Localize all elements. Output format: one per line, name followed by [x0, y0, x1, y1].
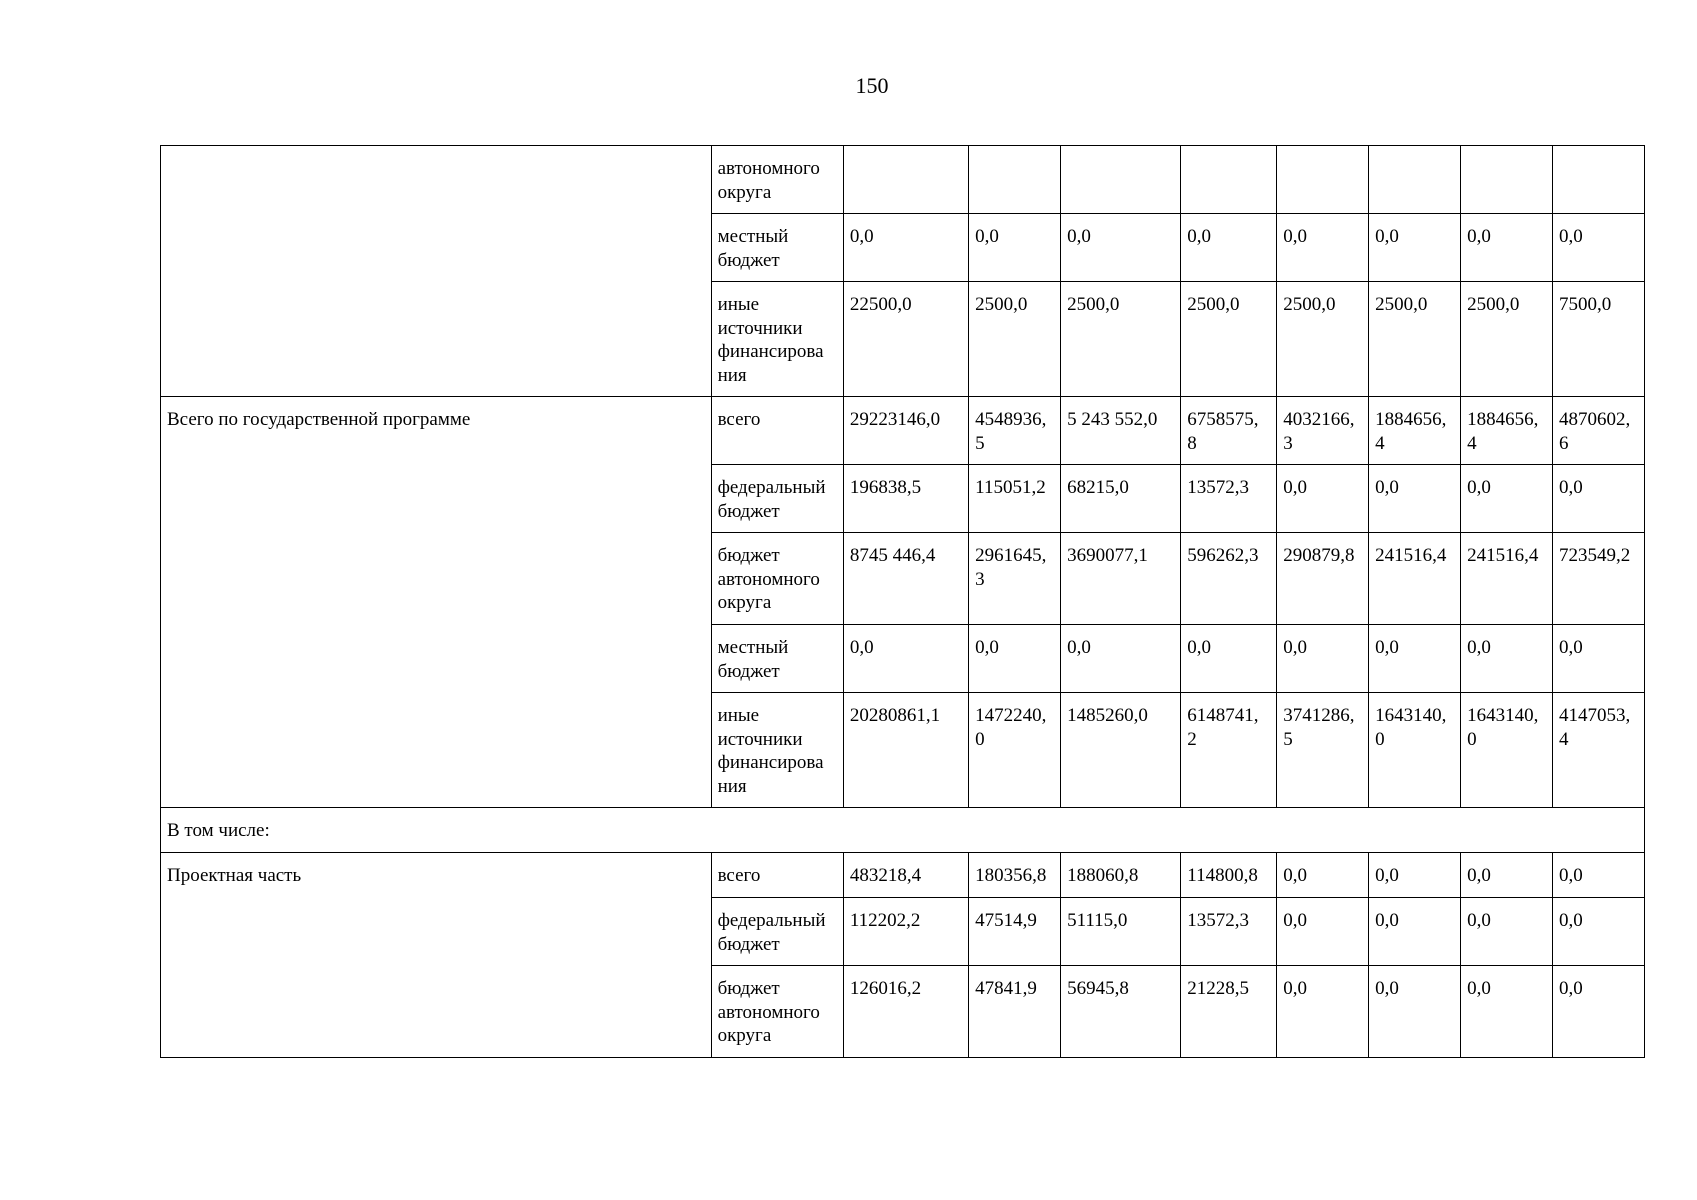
amount-cell: 1485260,0	[1061, 693, 1181, 808]
amount-cell: 6148741, 2	[1181, 693, 1277, 808]
program-name-cell	[161, 146, 712, 397]
amount-cell: 2500,0	[969, 282, 1061, 397]
amount-cell: 0,0	[1461, 898, 1553, 966]
amount-cell: 723549,2	[1553, 533, 1645, 625]
amount-cell: 1643140, 0	[1369, 693, 1461, 808]
amount-cell: 0,0	[1277, 214, 1369, 282]
funding-source-cell: местный бюджет	[711, 214, 843, 282]
program-name-cell: Всего по государственной программе	[161, 397, 712, 808]
amount-cell: 114800,8	[1181, 853, 1277, 898]
amount-cell: 0,0	[1461, 625, 1553, 693]
amount-cell: 115051,2	[969, 465, 1061, 533]
amount-cell: 0,0	[1277, 853, 1369, 898]
amount-cell	[1369, 146, 1461, 214]
amount-cell: 6758575, 8	[1181, 397, 1277, 465]
amount-cell: 188060,8	[1061, 853, 1181, 898]
table-row	[161, 853, 1645, 898]
amount-cell: 7500,0	[1553, 282, 1645, 397]
amount-cell	[1061, 146, 1181, 214]
funding-source-cell: федеральный бюджет	[711, 898, 843, 966]
funding-source-cell: иные источники финансирова ния	[711, 282, 843, 397]
amount-cell: 1472240, 0	[969, 693, 1061, 808]
program-name-cell: Проектная часть	[161, 853, 712, 1058]
amount-cell: 0,0	[1553, 853, 1645, 898]
amount-cell: 483218,4	[843, 853, 968, 898]
amount-cell: 0,0	[1061, 625, 1181, 693]
amount-cell: 180356,8	[969, 853, 1061, 898]
amount-cell: 4870602, 6	[1553, 397, 1645, 465]
funding-source-cell: бюджет автономного округа	[711, 966, 843, 1058]
amount-cell: 126016,2	[843, 966, 968, 1058]
amount-cell: 1884656, 4	[1461, 397, 1553, 465]
amount-cell: 241516,4	[1369, 533, 1461, 625]
amount-cell: 0,0	[1181, 214, 1277, 282]
amount-cell: 0,0	[1461, 966, 1553, 1058]
amount-cell: 0,0	[1369, 625, 1461, 693]
amount-cell: 2500,0	[1061, 282, 1181, 397]
amount-cell	[1553, 146, 1645, 214]
amount-cell: 5 243 552,0	[1061, 397, 1181, 465]
amount-cell: 0,0	[1181, 625, 1277, 693]
amount-cell: 0,0	[1277, 898, 1369, 966]
amount-cell: 596262,3	[1181, 533, 1277, 625]
amount-cell	[843, 146, 968, 214]
table-row	[161, 146, 1645, 214]
amount-cell: 0,0	[1369, 966, 1461, 1058]
amount-cell: 0,0	[1553, 465, 1645, 533]
amount-cell: 4548936, 5	[969, 397, 1061, 465]
funding-source-cell: всего	[711, 853, 843, 898]
amount-cell: 196838,5	[843, 465, 968, 533]
amount-cell: 51115,0	[1061, 898, 1181, 966]
amount-cell: 2500,0	[1369, 282, 1461, 397]
amount-cell: 4032166, 3	[1277, 397, 1369, 465]
amount-cell: 56945,8	[1061, 966, 1181, 1058]
amount-cell: 0,0	[1277, 625, 1369, 693]
amount-cell	[1277, 146, 1369, 214]
amount-cell: 0,0	[1553, 214, 1645, 282]
amount-cell: 0,0	[843, 625, 968, 693]
amount-cell: 4147053, 4	[1553, 693, 1645, 808]
amount-cell: 0,0	[1553, 966, 1645, 1058]
budget-table	[160, 145, 1645, 1058]
amount-cell: 2500,0	[1461, 282, 1553, 397]
funding-source-cell: местный бюджет	[711, 625, 843, 693]
amount-cell: 0,0	[1369, 853, 1461, 898]
amount-cell: 22500,0	[843, 282, 968, 397]
funding-source-cell: автономного округа	[711, 146, 843, 214]
page-number: 150	[855, 73, 889, 98]
amount-cell: 0,0	[843, 214, 968, 282]
amount-cell: 2961645, 3	[969, 533, 1061, 625]
funding-source-cell: иные источники финансирова ния	[711, 693, 843, 808]
amount-cell: 0,0	[1553, 898, 1645, 966]
amount-cell: 47841,9	[969, 966, 1061, 1058]
amount-cell: 0,0	[1369, 465, 1461, 533]
amount-cell: 290879,8	[1277, 533, 1369, 625]
amount-cell: 2500,0	[1181, 282, 1277, 397]
amount-cell: 3741286, 5	[1277, 693, 1369, 808]
amount-cell: 20280861,1	[843, 693, 968, 808]
amount-cell: 68215,0	[1061, 465, 1181, 533]
amount-cell: 1643140, 0	[1461, 693, 1553, 808]
amount-cell: 0,0	[1061, 214, 1181, 282]
amount-cell: 2500,0	[1277, 282, 1369, 397]
amount-cell: 21228,5	[1181, 966, 1277, 1058]
amount-cell: 8745 446,4	[843, 533, 968, 625]
funding-source-cell: всего	[711, 397, 843, 465]
amount-cell: 47514,9	[969, 898, 1061, 966]
amount-cell: 0,0	[1461, 853, 1553, 898]
amount-cell: 3690077,1	[1061, 533, 1181, 625]
amount-cell: 0,0	[1277, 465, 1369, 533]
amount-cell: 241516,4	[1461, 533, 1553, 625]
amount-cell: 29223146,0	[843, 397, 968, 465]
amount-cell: 0,0	[1553, 625, 1645, 693]
amount-cell: 0,0	[1461, 465, 1553, 533]
amount-cell: 0,0	[1277, 966, 1369, 1058]
section-heading: В том числе:	[161, 808, 1645, 853]
amount-cell: 0,0	[969, 214, 1061, 282]
amount-cell	[1181, 146, 1277, 214]
amount-cell	[969, 146, 1061, 214]
amount-cell: 0,0	[1369, 214, 1461, 282]
section-heading-row	[161, 808, 1645, 853]
amount-cell: 0,0	[969, 625, 1061, 693]
amount-cell: 1884656, 4	[1369, 397, 1461, 465]
amount-cell	[1461, 146, 1553, 214]
amount-cell: 0,0	[1369, 898, 1461, 966]
table-row	[161, 397, 1645, 465]
amount-cell: 0,0	[1461, 214, 1553, 282]
amount-cell: 112202,2	[843, 898, 968, 966]
amount-cell: 13572,3	[1181, 898, 1277, 966]
funding-source-cell: федеральный бюджет	[711, 465, 843, 533]
funding-source-cell: бюджет автономного округа	[711, 533, 843, 625]
amount-cell: 13572,3	[1181, 465, 1277, 533]
